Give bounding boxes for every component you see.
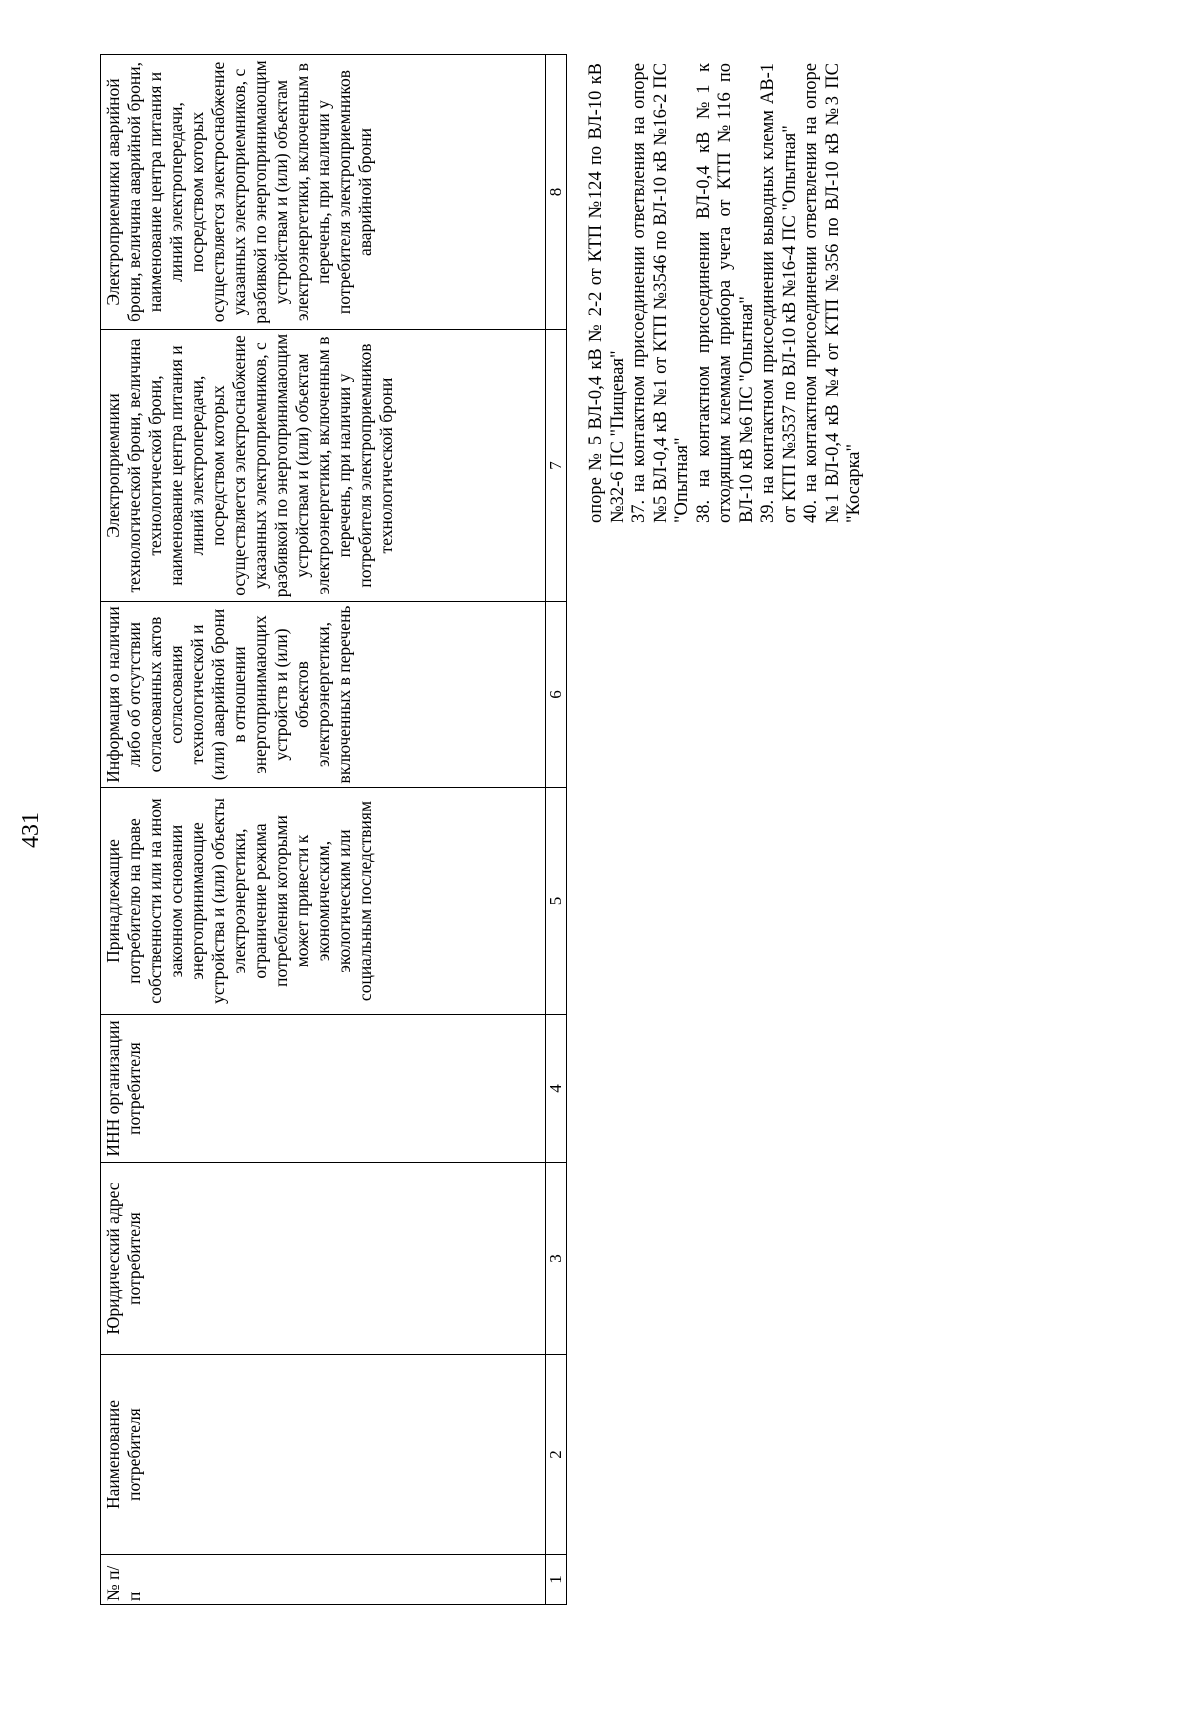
table-header-row [101,55,546,1605]
column-number: 5 [546,788,567,1015]
continuation-paragraph: 40. на контактном присоединении ответвления на опоре №1 ВЛ-0,4 кВ №4 от КТП №356 по ВЛ-10 кВ №3 ПС "Косарка" [801,63,864,523]
column-number: 2 [546,1355,567,1555]
continuation-paragraph: 37. на контактном присоединении ответвления на опоре №5 ВЛ-0,4 кВ №1 от КТП №3546 по ВЛ-10 кВ №16-2 ПС "Опытная" [629,63,692,523]
column-number: 3 [546,1163,567,1355]
header-cell: Принадлежащие потребителю на праве собственности или на ином законном основании энергопринимающие устройства и (или) объекты электроэнергетики, ограничение режима потребления которыми может привести к экономическим, экологическим или социальным последствиям [101,788,546,1015]
continuation-text [586,63,866,523]
column-number: 4 [546,1015,567,1163]
header-cell: Наименование потребителя [101,1355,546,1555]
header-cell: № п/п [101,1555,546,1605]
column-number-row [546,55,567,1605]
header-cell: Электроприемники аварийной брони, величина аварийной брони, наименование центра питания и линий электропередачи, посредством которых осуществляется электроснабжение указанных электроприемников, с разбивкой по энергопринимающим устройствам и (или) объектам электроэнергетики, включенным в перечень, при наличии у потребителя электроприемников аварийной брони [101,55,546,330]
continuation-paragraph: 38. на контактном присоединении ВЛ-0,4 кВ №1 к отходящим клеммам прибора учета от КТП №116 по ВЛ-10 кВ №6 ПС "Опытная" [693,63,757,523]
continuation-paragraph: опоре № 5 ВЛ-0,4 кВ № 2-2 от КТП №124 по ВЛ-10 кВ №32-6 ПС "Пищевая" [586,63,628,523]
rotated-content [18,55,1100,1605]
continuation-paragraph: 39. на контактном присоединении выводных клемм АВ-1 от КТП №3537 по ВЛ-10 кВ №16-4 ПС "Опытная" [758,63,800,523]
column-number: 8 [546,55,567,330]
header-cell: Юридический адрес потребителя [101,1163,546,1355]
header-cell: Электроприемники технологической брони, величина технологической брони, наименование центра питания и линий электропередачи, посредством которых осуществляется электроснабжение указанных электроприемников, с разбивкой по энергопринимающим устройствам и (или) объектам электроэнергетики, включенным в перечень, при наличии у потребителя электроприемников технологической брони [101,330,546,602]
column-number: 1 [546,1555,567,1605]
header-cell: Информация о наличии либо об отсутствии согласованных актов согласования технологической и (или) аварийной брони в отношении энергопринимающих устройств и (или) объектов электроэнергетики, включенных в перечень [101,602,546,788]
consumer-table [100,54,567,1605]
column-number: 6 [546,602,567,788]
column-number: 7 [546,330,567,602]
header-cell: ИНН организации потребителя [101,1015,546,1163]
page-number: 431 [18,812,44,848]
